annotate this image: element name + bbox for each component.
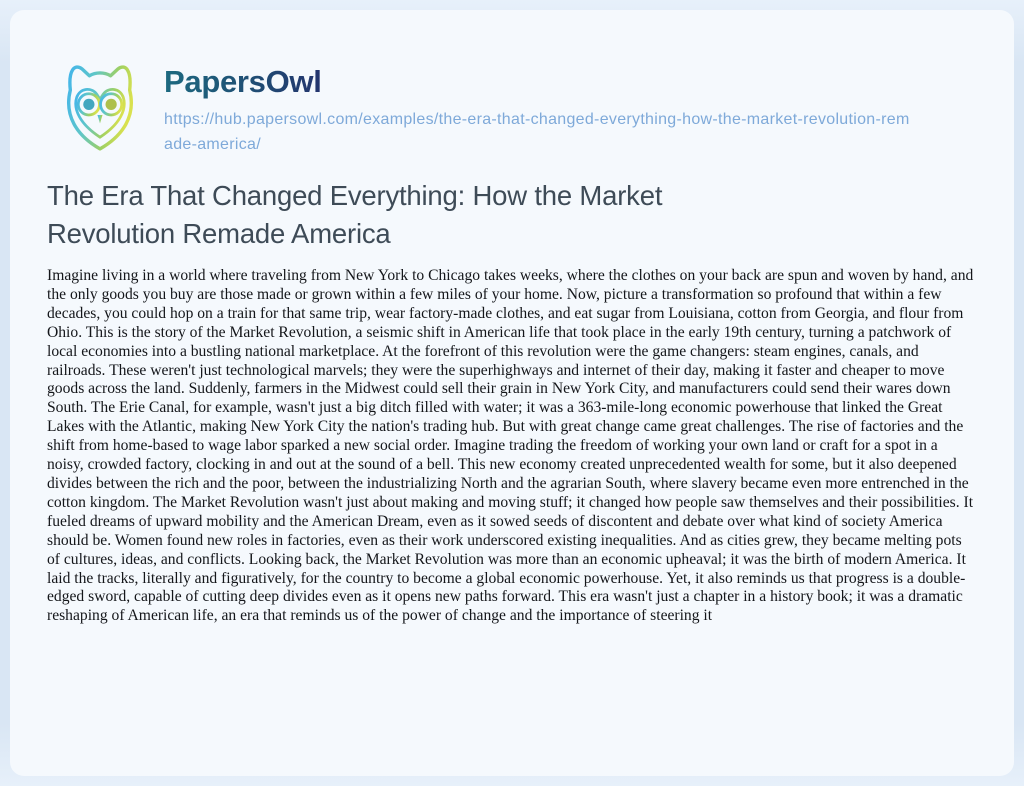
article-body: Imagine living in a world where traveling from New York to Chicago takes weeks, where the clothes on your back are spun and woven by hand, and the only goods you buy are those made or grown within a few miles of your home. Now, picture a transformation so profound that within a few decades, you could hop on a train for that same trip, wear factory-made clothes, and eat sugar from Louisiana, cotton from Georgia, and flour from Ohio. This is the story of the Market Revolution, a seismic shift in American life that took place in the early 19th century, turning a patchwork of local economies into a bustling national marketplace. At the forefront of this revolution were the game changers: steam engines, canals, and railroads. These weren't just technological marvels; they were the superhighways and internet of their day, making it faster and cheaper to move goods across the land. Suddenly, farmers in the Midwest could sell their grain in New York City, and manufacturers could send their wares down South. The Erie Canal, for example, wasn't just a big ditch filled with water; it was a 363-mile-long economic powerhouse that linked the Great Lakes with the Atlantic, making New York City the nation's trading hub. But with great change came great challenges. The rise of factories and the shift from home-based to wage labor sparked a new social order. Imagine trading the freedom of working your own land or craft for a spot in a noisy, crowded factory, clocking in and out at the sound of a bell. This new economy created unprecedented wealth for some, but it also deepened divides between the rich and the poor, between the industrializing North and the agrarian South, where slavery became even more entrenched in the cotton kingdom. The Market Revolution wasn't just about making and moving stuff; it changed how people saw themselves and their possibilities. It fueled dreams of upward mobility and the American Dream, even as it sowed seeds of discontent and debate over what kind of society America should be. Women found new roles in factories, even as their work underscored existing inequalities. And as cities grew, they became melting pots of cultures, ideas, and conflicts. Looking back, the Market Revolution was more than an economic upheaval; it was the birth of modern America. It laid the tracks, literally and figuratively, for the country to become a global economic powerhouse. Yet, it also reminds us that progress is a double-edged sword, capable of cutting deep divides even as it opens new paths forward. This era wasn't just a chapter in a history book; it was a dramatic reshaping of American life, an era that reminds us of the power of change and the importance of steering it [47, 267, 974, 625]
article-title: The Era That Changed Everything: How the Market Revolution Remade America [47, 180, 663, 249]
source-url-link[interactable]: https://hub.papersowl.com/examples/the-era-that-changed-everything-how-the-market-revolution-remade-america/ [164, 111, 910, 153]
brand-name: PapersOwl [164, 64, 322, 99]
owl-icon [47, 54, 153, 160]
header-text [164, 56, 912, 157]
header [47, 56, 977, 160]
papersowl-logo [47, 54, 153, 160]
document-card [10, 10, 1014, 776]
